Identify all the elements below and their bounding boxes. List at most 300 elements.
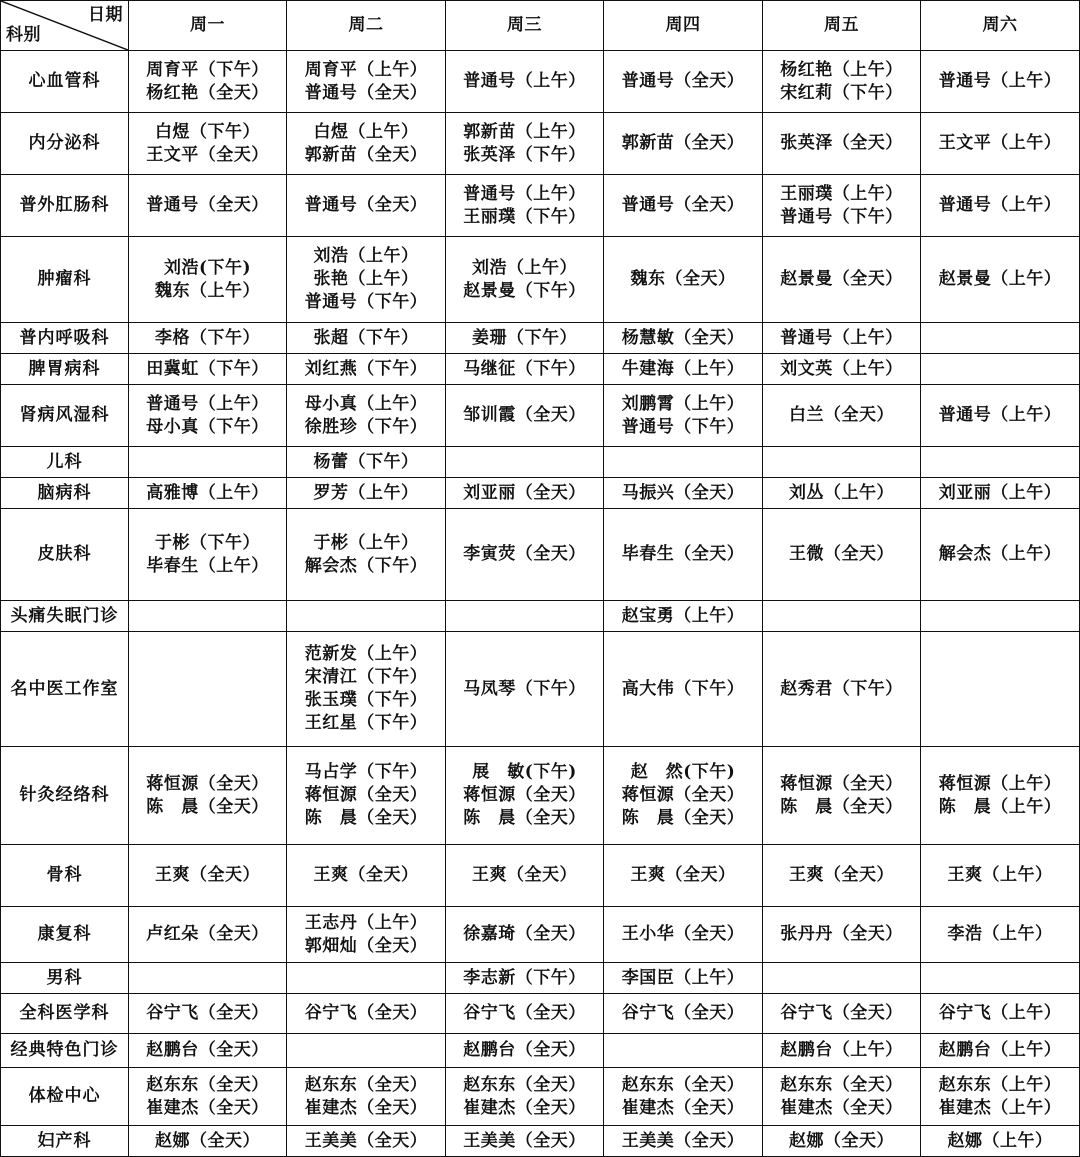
department-name: 肾病风湿科	[1, 385, 129, 447]
doctor-entry: 刘亚丽（上午）	[938, 482, 1062, 503]
doctor-entry: 高雅博（上午）	[146, 482, 269, 503]
doctor-entry: 普通号（全天）	[304, 195, 428, 215]
doctor-entry: 普通号（上午）	[938, 195, 1062, 215]
schedule-body	[1, 51, 1080, 1157]
doctor-entry: 张艳（上午）	[313, 269, 419, 289]
doctor-entry: 李志新（下午）	[463, 967, 586, 988]
schedule-cell	[129, 601, 287, 632]
schedule-cell	[287, 237, 446, 323]
schedule-cell	[446, 323, 604, 354]
doctor-entry: 谷宁飞（全天）	[780, 1003, 903, 1023]
schedule-cell	[763, 907, 921, 963]
doctor-entry: 白兰（全天）	[789, 405, 894, 425]
doctor-entry: 刘亚丽（全天）	[463, 482, 586, 503]
doctor-entry: 谷宁飞（上午）	[938, 1003, 1062, 1023]
doctor-entry: 王微（全天）	[789, 544, 894, 564]
schedule-cell	[604, 509, 763, 601]
schedule-cell	[129, 1068, 287, 1126]
schedule-cell	[604, 385, 763, 447]
doctor-entry: 解会杰（上午）	[938, 544, 1062, 564]
doctor-entry: 赵景曼（上午）	[938, 269, 1062, 289]
schedule-cell	[921, 354, 1080, 385]
department-name: 普外肛肠科	[1, 175, 129, 237]
schedule-cell	[921, 175, 1080, 237]
doctor-entry: 蒋恒源（全天）	[621, 785, 745, 805]
doctor-entry: 杨红艳（全天）	[146, 82, 269, 103]
doctor-entry: 谷宁飞（全天）	[146, 1003, 269, 1023]
doctor-entry: 赵娜（上午）	[947, 1130, 1053, 1151]
schedule-cell	[446, 447, 604, 478]
schedule-cell	[921, 907, 1080, 963]
doctor-entry: 普通号（上午）	[146, 393, 269, 414]
doctor-entry: 王志丹（上午）	[304, 912, 428, 933]
schedule-cell	[446, 632, 604, 747]
schedule-cell	[763, 632, 921, 747]
doctor-entry: 崔建杰（上午）	[938, 1097, 1062, 1118]
schedule-cell	[446, 509, 604, 601]
department-name: 男科	[1, 963, 129, 994]
schedule-cell	[604, 237, 763, 323]
table-row	[1, 237, 1080, 323]
table-row	[1, 907, 1080, 963]
schedule-cell	[763, 354, 921, 385]
schedule-cell	[287, 478, 446, 509]
doctor-entry: 普通号（全天）	[304, 82, 428, 103]
doctor-entry: 普通号（上午）	[780, 327, 903, 348]
schedule-cell	[129, 632, 287, 747]
schedule-cell	[287, 51, 446, 113]
doctor-entry: 王美美（全天）	[304, 1130, 428, 1151]
doctor-entry: 赵娜（全天）	[155, 1130, 260, 1151]
doctor-entry: 陈 晨（全天）	[463, 808, 586, 828]
doctor-entry: 张丹丹（全天）	[780, 924, 903, 944]
doctor-entry: 徐嘉琦（全天）	[463, 924, 586, 944]
department-name: 名中医工作室	[1, 632, 129, 747]
doctor-entry: 张英泽（全天）	[780, 133, 903, 153]
doctor-entry: 普通号（全天）	[146, 195, 269, 215]
schedule-cell	[604, 845, 763, 907]
schedule-cell	[129, 51, 287, 113]
doctor-entry: 魏东（上午）	[155, 280, 260, 301]
schedule-cell	[129, 994, 287, 1034]
schedule-cell	[921, 51, 1080, 113]
table-row	[1, 632, 1080, 747]
doctor-entry: 蒋恒源（全天）	[780, 773, 903, 794]
schedule-cell	[287, 747, 446, 845]
doctor-entry: 赵东东（全天）	[463, 1074, 586, 1095]
table-row	[1, 747, 1080, 845]
doctor-entry: 刘红燕（下午）	[304, 358, 428, 379]
table-row	[1, 601, 1080, 632]
doctor-entry: 陈 晨（上午）	[938, 796, 1062, 817]
doctor-entry: 赵鹏台（全天）	[146, 1040, 269, 1060]
doctor-entry: 展 敏(下午)	[472, 762, 577, 782]
schedule-cell	[604, 601, 763, 632]
schedule-cell	[921, 113, 1080, 175]
schedule-cell	[921, 994, 1080, 1034]
doctor-entry: 蒋恒源（全天）	[304, 785, 428, 805]
doctor-entry: 王美美（全天）	[463, 1130, 586, 1151]
table-row	[1, 323, 1080, 354]
doctor-entry: 赵宝勇（上午）	[621, 605, 745, 626]
department-name: 针灸经络科	[1, 747, 129, 845]
doctor-entry: 母小真（下午）	[146, 416, 269, 437]
department-name: 体检中心	[1, 1068, 129, 1126]
doctor-entry: 白煜（上午）	[313, 121, 419, 142]
doctor-entry: 陈 晨（全天）	[621, 808, 745, 828]
schedule-cell	[287, 509, 446, 601]
schedule-cell	[446, 1034, 604, 1068]
department-name: 全科医学科	[1, 994, 129, 1034]
doctor-entry: 郭新苗（全天）	[621, 133, 745, 153]
schedule-cell	[287, 323, 446, 354]
doctor-entry: 王爽（全天）	[472, 865, 577, 885]
schedule-cell	[763, 994, 921, 1034]
schedule-cell	[604, 323, 763, 354]
department-name: 内分泌科	[1, 113, 129, 175]
table-row	[1, 51, 1080, 113]
schedule-cell	[921, 747, 1080, 845]
doctor-entry: 马凤琴（下午）	[463, 678, 586, 699]
doctor-entry: 陈 晨（全天）	[146, 796, 269, 817]
table-row	[1, 1126, 1080, 1157]
schedule-cell	[287, 1126, 446, 1157]
doctor-entry: 赵东东（全天）	[780, 1074, 903, 1095]
schedule-cell	[921, 237, 1080, 323]
department-name: 脑病科	[1, 478, 129, 509]
doctor-entry: 王丽璞（上午）	[780, 183, 903, 204]
schedule-cell	[763, 963, 921, 994]
schedule-cell	[763, 747, 921, 845]
doctor-entry: 徐胜珍（下午）	[304, 416, 428, 437]
doctor-entry: 谷宁飞（全天）	[304, 1003, 428, 1023]
schedule-cell	[604, 113, 763, 175]
table-row	[1, 478, 1080, 509]
schedule-cell	[604, 747, 763, 845]
doctor-entry: 崔建杰（全天）	[780, 1097, 903, 1118]
doctor-entry: 李格（下午）	[155, 327, 260, 348]
doctor-entry: 普通号（下午）	[304, 292, 428, 312]
schedule-cell	[446, 845, 604, 907]
doctor-entry: 谷宁飞（全天）	[463, 1003, 586, 1023]
schedule-cell	[921, 1126, 1080, 1157]
schedule-cell	[129, 354, 287, 385]
doctor-entry: 郭新苗（上午）	[463, 121, 586, 142]
schedule-cell	[763, 509, 921, 601]
department-name: 普内呼吸科	[1, 323, 129, 354]
schedule-cell	[129, 175, 287, 237]
schedule-cell	[604, 175, 763, 237]
doctor-entry: 普通号（上午）	[938, 71, 1062, 91]
doctor-entry: 魏东（全天）	[630, 269, 736, 289]
schedule-cell	[287, 994, 446, 1034]
department-name: 骨科	[1, 845, 129, 907]
schedule-cell	[446, 354, 604, 385]
doctor-entry: 邹训霞（全天）	[463, 405, 586, 425]
schedule-cell	[129, 1034, 287, 1068]
schedule-cell	[604, 907, 763, 963]
doctor-entry: 崔建杰（全天）	[146, 1097, 269, 1118]
doctor-entry: 蒋恒源（上午）	[938, 773, 1062, 794]
schedule-cell	[921, 385, 1080, 447]
doctor-entry: 李浩（上午）	[947, 924, 1053, 944]
doctor-entry: 罗芳（上午）	[313, 482, 419, 503]
doctor-entry: 赵鹏台（上午）	[780, 1040, 903, 1060]
schedule-cell	[763, 385, 921, 447]
doctor-entry: 杨蕾（下午）	[313, 451, 419, 472]
day-header-wed: 周三	[446, 1, 604, 51]
doctor-entry: 宋清江（下午）	[304, 667, 428, 687]
schedule-cell	[446, 994, 604, 1034]
doctor-entry: 宋红莉（下午）	[780, 82, 903, 103]
schedule-cell	[763, 1068, 921, 1126]
schedule-cell	[763, 1126, 921, 1157]
department-name: 脾胃病科	[1, 354, 129, 385]
doctor-entry: 张英泽（下午）	[463, 144, 586, 165]
doctor-entry: 刘浩（上午）	[313, 246, 419, 266]
schedule-cell	[446, 747, 604, 845]
corner-dept-label: 科别	[6, 25, 41, 45]
doctor-entry: 赵东东（全天）	[304, 1074, 428, 1095]
department-name: 儿科	[1, 447, 129, 478]
schedule-cell	[446, 1126, 604, 1157]
doctor-entry: 普通号（上午）	[938, 405, 1062, 425]
schedule-cell	[763, 1034, 921, 1068]
schedule-cell	[921, 478, 1080, 509]
schedule-cell	[921, 845, 1080, 907]
doctor-entry: 张玉璞（下午）	[304, 690, 428, 710]
department-name: 心血管科	[1, 51, 129, 113]
doctor-entry: 牛建海（上午）	[621, 358, 745, 379]
doctor-entry: 赵 然(下午)	[630, 762, 736, 782]
department-name: 头痛失眠门诊	[1, 601, 129, 632]
table-row	[1, 845, 1080, 907]
doctor-entry: 卢红朵（全天）	[146, 924, 269, 944]
schedule-cell	[604, 1126, 763, 1157]
doctor-entry: 王爽（上午）	[947, 865, 1053, 885]
doctor-entry: 范新发（上午）	[304, 644, 428, 664]
table-row	[1, 509, 1080, 601]
schedule-cell	[287, 175, 446, 237]
doctor-entry: 于彬（下午）	[155, 532, 260, 553]
day-header-tue: 周二	[287, 1, 446, 51]
doctor-entry: 白煜（下午）	[155, 121, 260, 142]
schedule-cell	[604, 478, 763, 509]
day-header-mon: 周一	[129, 1, 287, 51]
schedule-cell	[129, 747, 287, 845]
doctor-entry: 王文平（上午）	[938, 133, 1062, 153]
doctor-entry: 马继征（下午）	[463, 358, 586, 379]
doctor-entry: 刘浩(下午)	[163, 257, 252, 278]
doctor-entry: 谷宁飞（全天）	[621, 1003, 745, 1023]
doctor-entry: 母小真（上午）	[304, 393, 428, 414]
doctor-entry: 刘鹏霄（上午）	[621, 393, 745, 414]
doctor-entry: 王爽（全天）	[789, 865, 894, 885]
doctor-entry: 郭新苗（全天）	[304, 144, 428, 165]
doctor-entry: 王小华（全天）	[621, 924, 745, 944]
doctor-entry: 解会杰（下午）	[304, 555, 428, 576]
schedule-cell	[604, 354, 763, 385]
schedule-cell	[446, 175, 604, 237]
schedule-cell	[763, 478, 921, 509]
doctor-entry: 崔建杰（全天）	[304, 1097, 428, 1118]
doctor-entry: 张超（下午）	[313, 327, 419, 348]
doctor-entry: 赵景曼（全天）	[780, 269, 903, 289]
schedule-cell	[129, 1126, 287, 1157]
doctor-entry: 崔建杰（全天）	[621, 1097, 745, 1118]
doctor-entry: 赵东东（上午）	[938, 1074, 1062, 1095]
doctor-entry: 普通号（全天）	[621, 71, 745, 91]
doctor-entry: 王红星（下午）	[304, 713, 428, 733]
schedule-cell	[763, 113, 921, 175]
doctor-entry: 李寅荧（全天）	[463, 544, 586, 564]
doctor-entry: 刘丛（上午）	[789, 482, 894, 503]
day-header-fri: 周五	[763, 1, 921, 51]
schedule-cell	[129, 478, 287, 509]
schedule-cell	[129, 113, 287, 175]
schedule-cell	[763, 447, 921, 478]
corner-date-label: 日期	[88, 5, 123, 25]
doctor-entry: 于彬（上午）	[313, 532, 419, 553]
doctor-entry: 郭畑灿（全天）	[304, 935, 428, 956]
department-name: 妇产科	[1, 1126, 129, 1157]
doctor-entry: 毕春生（全天）	[621, 544, 745, 564]
doctor-entry: 李国臣（上午）	[621, 967, 745, 988]
schedule-cell	[446, 113, 604, 175]
schedule-cell	[129, 845, 287, 907]
schedule-cell	[921, 1034, 1080, 1068]
schedule-cell	[287, 385, 446, 447]
department-name: 经典特色门诊	[1, 1034, 129, 1068]
schedule-cell	[287, 354, 446, 385]
schedule-cell	[763, 175, 921, 237]
doctor-entry: 蒋恒源（全天）	[146, 773, 269, 794]
doctor-entry: 崔建杰（全天）	[463, 1097, 586, 1118]
doctor-entry: 马振兴（全天）	[621, 482, 745, 503]
schedule-cell	[763, 601, 921, 632]
schedule-cell	[604, 1034, 763, 1068]
schedule-cell	[763, 237, 921, 323]
schedule-cell	[287, 1034, 446, 1068]
doctor-entry: 普通号（下午）	[780, 206, 903, 227]
table-row	[1, 994, 1080, 1034]
day-header-thu: 周四	[604, 1, 763, 51]
schedule-cell	[129, 385, 287, 447]
doctor-entry: 赵秀君（下午）	[780, 678, 903, 699]
doctor-entry: 田冀虹（下午）	[146, 358, 269, 379]
table-row	[1, 354, 1080, 385]
schedule-cell	[287, 845, 446, 907]
doctor-entry: 赵景曼（下午）	[463, 280, 586, 301]
schedule-cell	[287, 1068, 446, 1126]
department-name: 康复科	[1, 907, 129, 963]
table-row	[1, 113, 1080, 175]
doctor-entry: 陈 晨（全天）	[304, 808, 428, 828]
department-name: 皮肤科	[1, 509, 129, 601]
schedule-cell	[129, 323, 287, 354]
schedule-cell	[604, 1068, 763, 1126]
schedule-cell	[129, 963, 287, 994]
schedule-cell	[921, 601, 1080, 632]
doctor-entry: 王爽（全天）	[630, 865, 736, 885]
doctor-entry: 赵鹏台（全天）	[463, 1040, 586, 1060]
doctor-entry: 陈 晨（全天）	[780, 796, 903, 817]
schedule-cell	[446, 963, 604, 994]
doctor-entry: 普通号（全天）	[621, 195, 745, 215]
doctor-entry: 王爽（全天）	[313, 865, 419, 885]
schedule-cell	[446, 51, 604, 113]
doctor-entry: 赵鹏台（上午）	[938, 1040, 1062, 1060]
schedule-cell	[604, 51, 763, 113]
doctor-entry: 刘文英（上午）	[780, 358, 903, 379]
table-row	[1, 1068, 1080, 1126]
doctor-entry: 周育平（下午）	[146, 59, 269, 80]
schedule-cell	[604, 632, 763, 747]
table-row	[1, 963, 1080, 994]
schedule-cell	[921, 509, 1080, 601]
doctor-entry: 王丽璞（下午）	[463, 206, 586, 227]
schedule-cell	[763, 51, 921, 113]
schedule-cell	[287, 113, 446, 175]
doctor-entry: 赵东东（全天）	[146, 1074, 269, 1095]
header-row	[1, 1, 1080, 51]
schedule-cell	[446, 601, 604, 632]
schedule-cell	[604, 963, 763, 994]
doctor-entry: 普通号（上午）	[463, 71, 586, 91]
table-row	[1, 385, 1080, 447]
corner-header	[1, 1, 129, 51]
schedule-cell	[129, 447, 287, 478]
schedule-cell	[921, 963, 1080, 994]
schedule-cell	[287, 963, 446, 994]
doctor-entry: 刘浩（上午）	[472, 257, 577, 278]
schedule-cell	[763, 845, 921, 907]
doctor-entry: 杨红艳（上午）	[780, 59, 903, 80]
schedule-cell	[763, 323, 921, 354]
schedule-cell	[446, 478, 604, 509]
doctor-entry: 赵东东（全天）	[621, 1074, 745, 1095]
schedule-cell	[446, 385, 604, 447]
schedule-cell	[921, 1068, 1080, 1126]
schedule-cell	[129, 509, 287, 601]
day-header-sat: 周六	[921, 1, 1080, 51]
table-row	[1, 1034, 1080, 1068]
schedule-cell	[287, 447, 446, 478]
doctor-entry: 毕春生（上午）	[146, 555, 269, 576]
doctor-entry: 周育平（上午）	[304, 59, 428, 80]
table-row	[1, 447, 1080, 478]
schedule-cell	[921, 447, 1080, 478]
schedule-cell	[129, 237, 287, 323]
doctor-entry: 杨慧敏（全天）	[621, 327, 745, 348]
schedule-cell	[446, 237, 604, 323]
schedule-cell	[604, 447, 763, 478]
doctor-entry: 马占学（下午）	[304, 762, 428, 782]
schedule-cell	[921, 323, 1080, 354]
schedule-cell	[446, 907, 604, 963]
schedule-cell	[446, 1068, 604, 1126]
schedule-cell	[604, 994, 763, 1034]
schedule-cell	[287, 907, 446, 963]
table-row	[1, 175, 1080, 237]
doctor-entry: 高大伟（下午）	[621, 678, 745, 699]
doctor-entry: 王爽（全天）	[155, 865, 260, 885]
schedule-cell	[921, 632, 1080, 747]
schedule-cell	[287, 601, 446, 632]
doctor-entry: 普通号（下午）	[621, 416, 745, 437]
doctor-entry: 姜珊（下午）	[472, 327, 577, 348]
schedule-cell	[129, 907, 287, 963]
